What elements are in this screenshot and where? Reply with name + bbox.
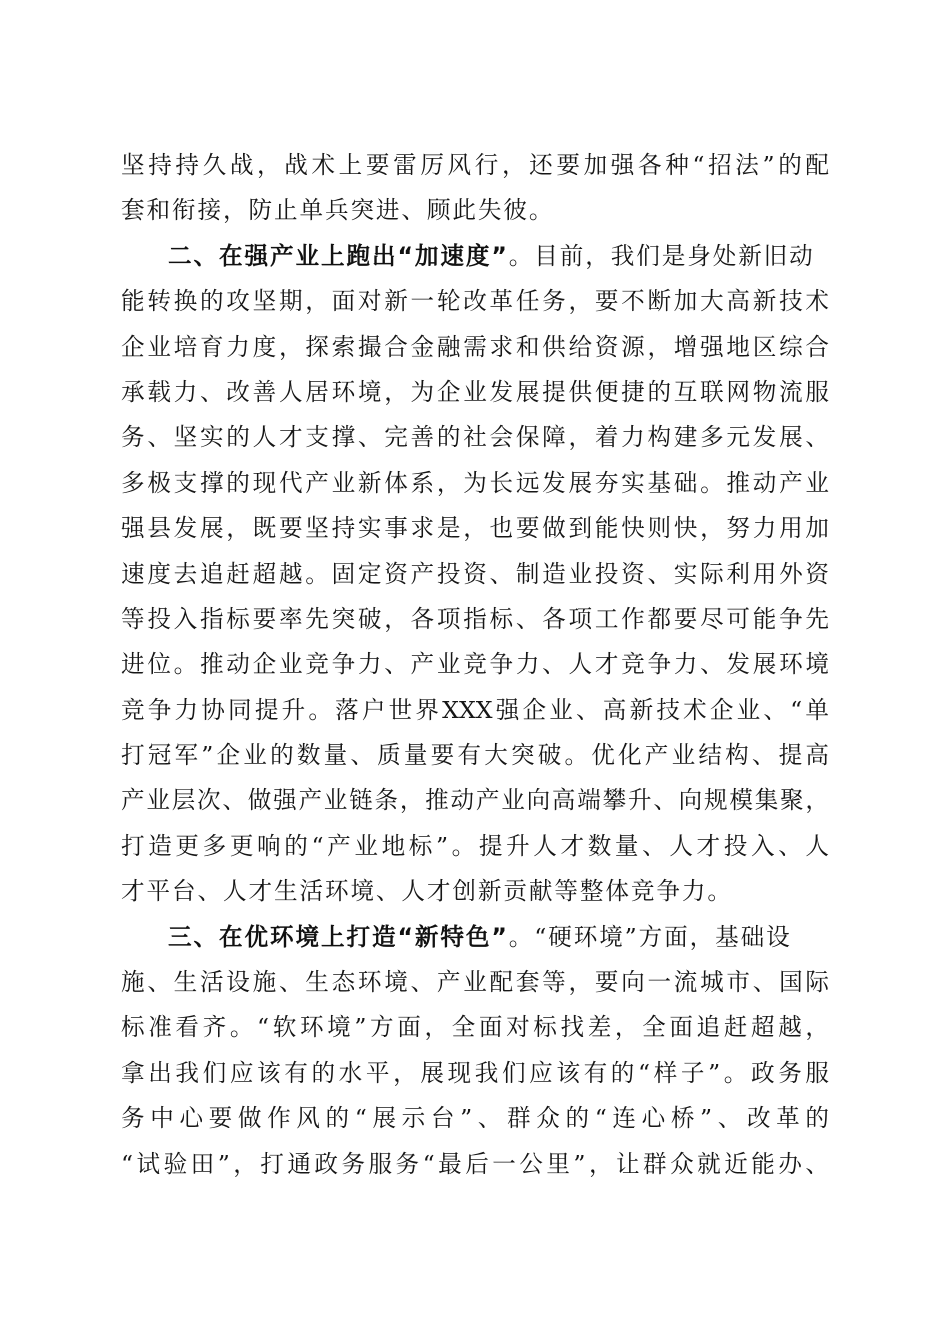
text-line: “试验田”，打通政务服务“最后一公里”，让群众就近能办、 bbox=[121, 1149, 829, 1178]
text-line: 进位。推动企业竞争力、产业竞争力、人才竞争力、发展环境 bbox=[121, 650, 829, 679]
paragraph-continuation bbox=[121, 143, 829, 234]
text-line: 施、生活设施、生态环境、产业配套等，要向一流城市、国际 bbox=[121, 968, 829, 997]
text-line: 多极支撑的现代产业新体系，为长远发展夯实基础。推动产业 bbox=[121, 468, 829, 497]
text-line: 速度去追赶超越。固定资产投资、制造业投资、实际利用外资 bbox=[121, 559, 829, 588]
text-line: 企业培育力度，探索撮合金融需求和供给资源，增强地区综合 bbox=[121, 332, 829, 361]
paragraph-optimize-environment bbox=[121, 915, 829, 1187]
document-body bbox=[121, 143, 829, 1187]
paragraph-strong-industry bbox=[121, 234, 829, 915]
section-heading: 三、在优环境上打造“新特色” bbox=[168, 922, 509, 951]
text-line: 打造更多更响的“产业地标”。提升人才数量、人才投入、人 bbox=[121, 831, 829, 860]
text-line: 承载力、改善人居环境，为企业发展提供便捷的互联网物流服 bbox=[121, 377, 829, 406]
text-line: 产业层次、做强产业链条，推动产业向高端攀升、向规模集聚， bbox=[121, 786, 829, 815]
text-line: 打冠军”企业的数量、质量要有大突破。优化产业结构、提高 bbox=[121, 741, 829, 770]
text-line: 务、坚实的人才支撑、完善的社会保障，着力构建多元发展、 bbox=[121, 423, 829, 452]
section-heading: 二、在强产业上跑出“加速度” bbox=[168, 241, 509, 270]
text-line bbox=[121, 234, 829, 279]
text-line: 等投入指标要率先突破，各项指标、各项工作都要尽可能争先 bbox=[121, 604, 829, 633]
text-line: 务中心要做作风的“展示台”、群众的“连心桥”、改革的 bbox=[121, 1104, 829, 1133]
text-fragment: 。“硬环境”方面，基础设 bbox=[508, 922, 792, 951]
text-fragment: 。目前，我们是身处新旧动 bbox=[508, 241, 815, 270]
text-line: 标准看齐。“软环境”方面，全面对标找差，全面追赶超越， bbox=[121, 1013, 829, 1042]
text-line: 拿出我们应该有的水平，展现我们应该有的“样子”。政务服 bbox=[121, 1058, 829, 1087]
text-line: 套和衔接，防止单兵突进、顾此失彼。 bbox=[121, 196, 555, 225]
text-line: 强县发展，既要坚持实事求是，也要做到能快则快，努力用加 bbox=[121, 514, 829, 543]
text-line: 能转换的攻坚期，面对新一轮改革任务，要不断加大高新技术 bbox=[121, 287, 829, 316]
text-line: 竞争力协同提升。落户世界XXX强企业、高新技术企业、“单 bbox=[121, 695, 829, 724]
text-line: 才平台、人才生活环境、人才创新贡献等整体竞争力。 bbox=[121, 877, 733, 906]
text-line bbox=[121, 915, 829, 960]
text-line: 坚持持久战，战术上要雷厉风行，还要加强各种“招法”的配 bbox=[121, 151, 829, 179]
